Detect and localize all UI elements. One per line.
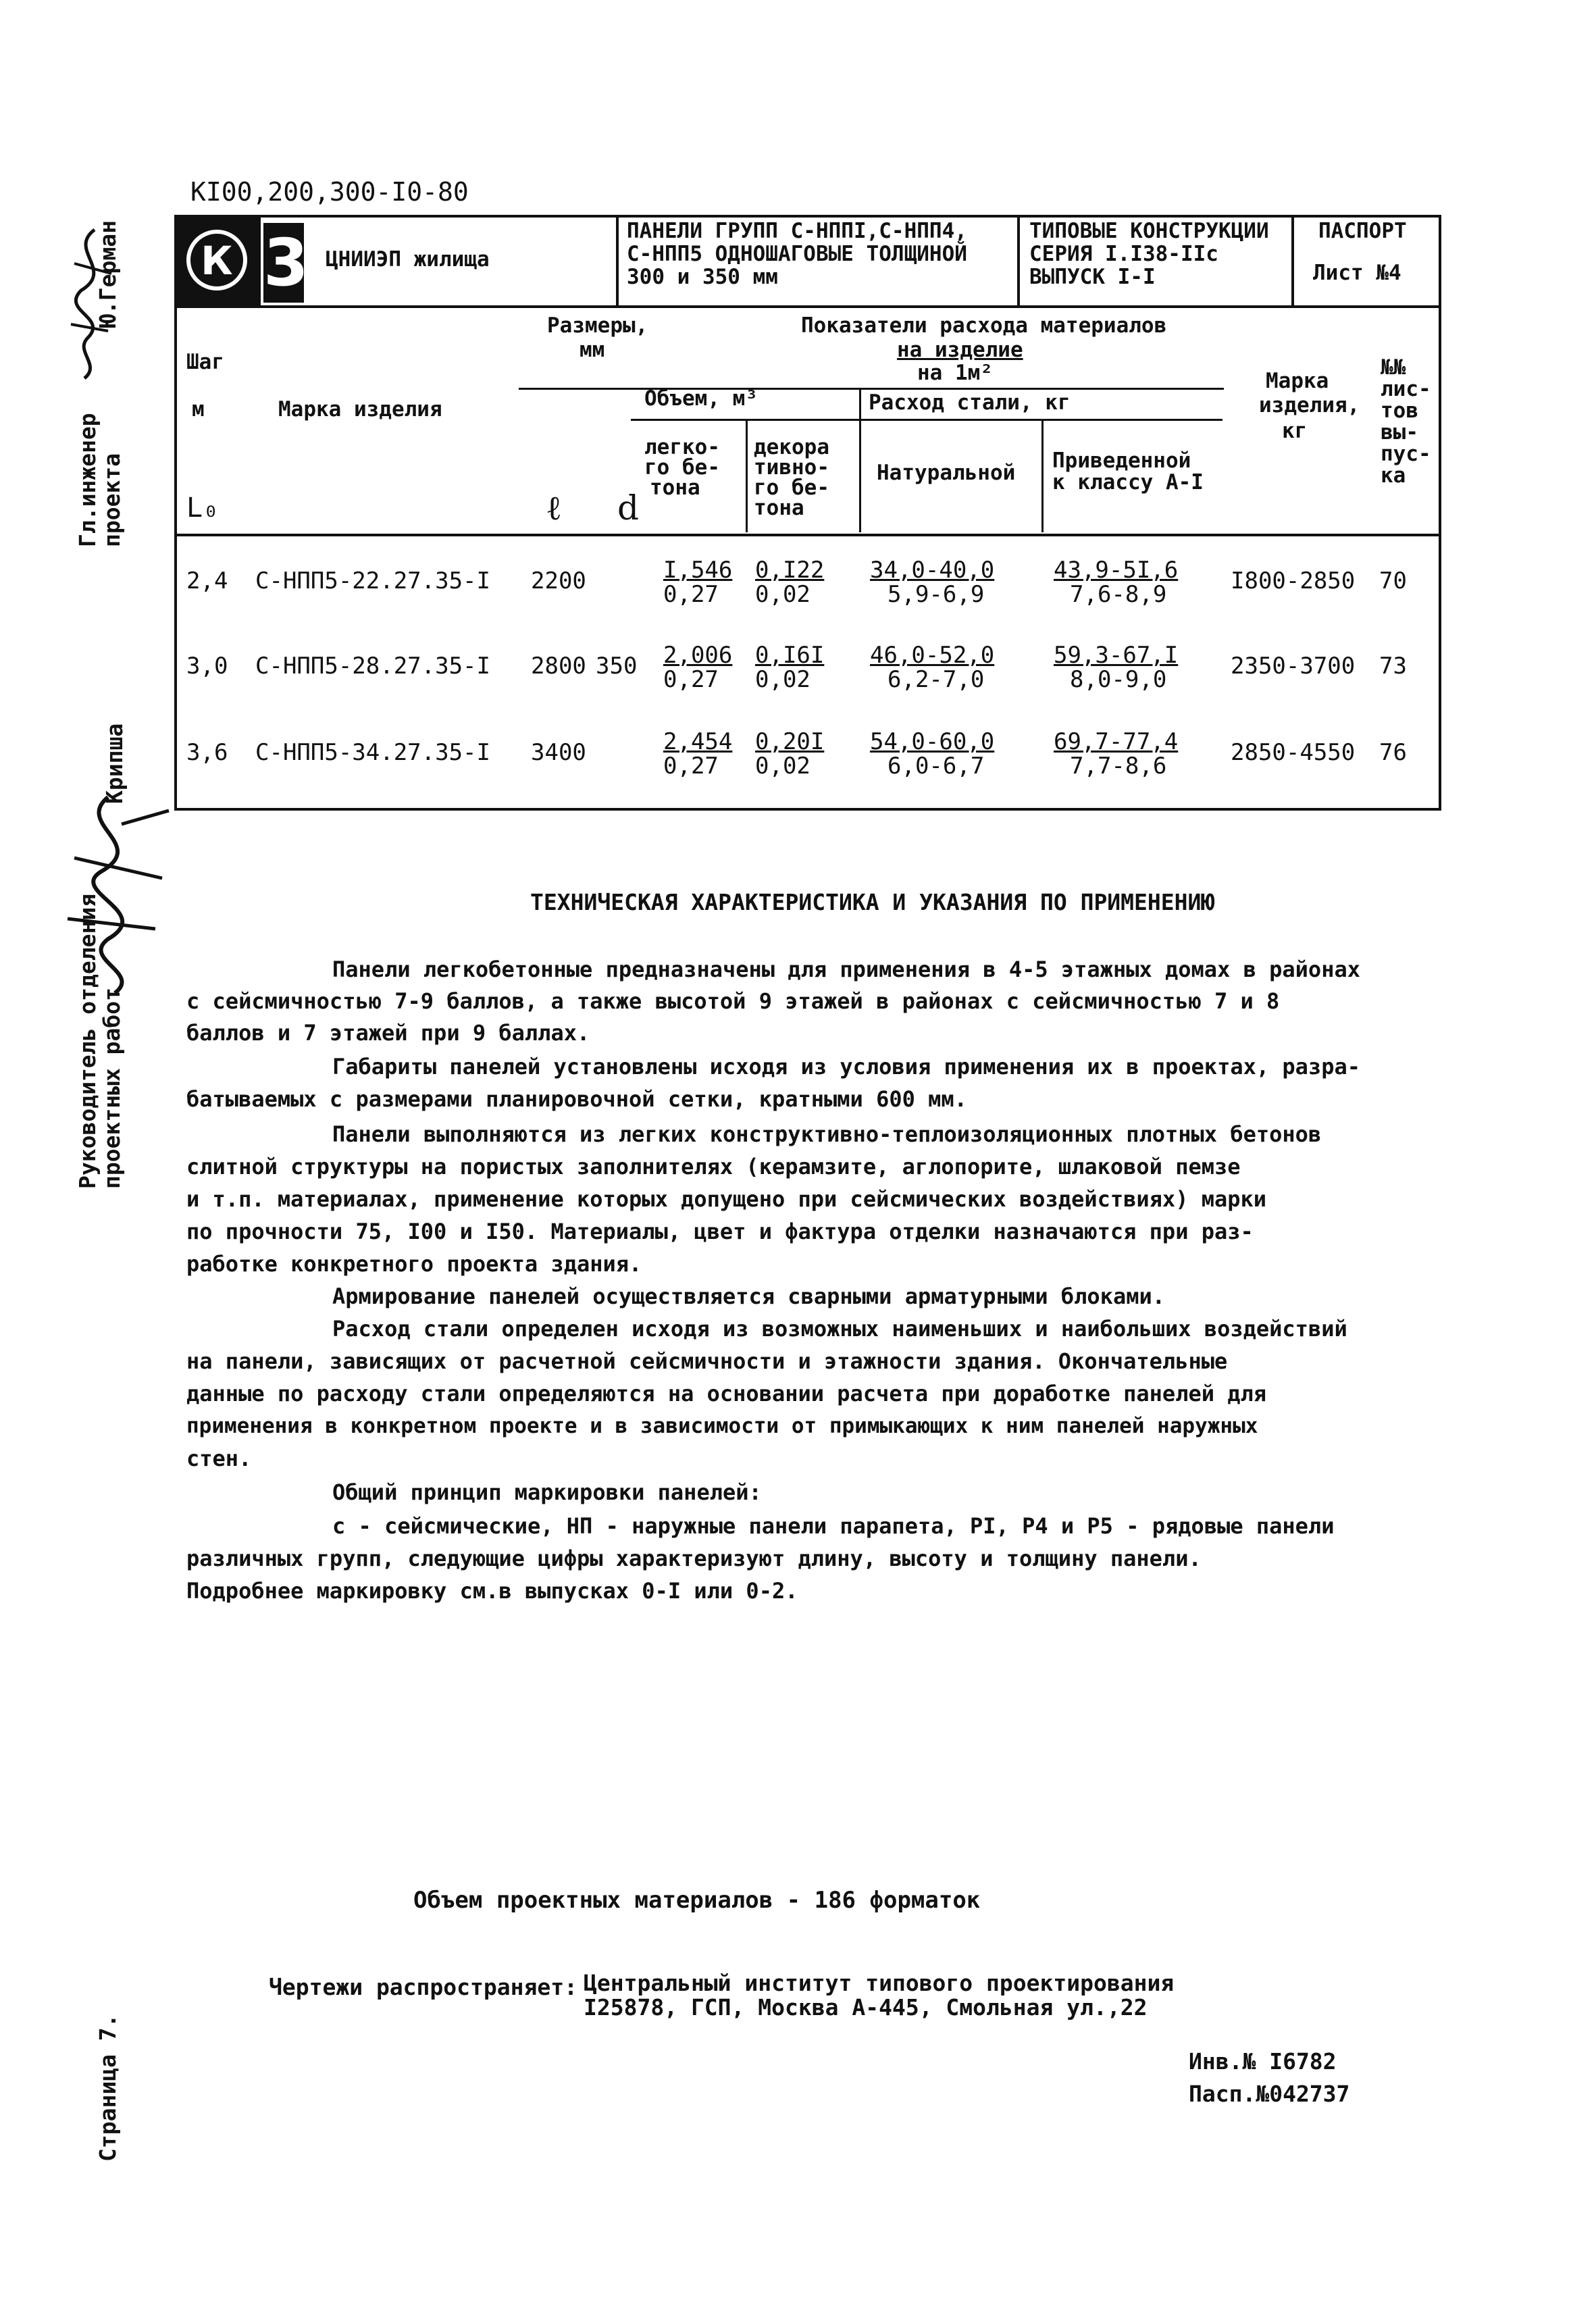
hdr-step-symbol: L₀: [186, 492, 220, 524]
hdr-decor-1: декора: [754, 435, 829, 459]
hdr-light-3: тона: [650, 476, 700, 500]
logo-letter: К: [186, 230, 247, 290]
row2-steel-red-m2: 8,0-9,0: [1070, 666, 1167, 693]
hdr-item-mark-3: кг: [1282, 419, 1308, 443]
organization-name: ЦНИИЭП жилища: [326, 247, 490, 272]
row3-steel-nat-m2: 6,0-6,7: [887, 753, 985, 780]
head-department-signature: [47, 784, 176, 1000]
row3-vol-light: 2,454: [663, 728, 733, 755]
hdr-reduced-2: к классу А-I: [1052, 470, 1204, 494]
hdr-steel: Расход стали, кг: [869, 390, 1071, 415]
series-line-1: ТИПОВЫЕ КОНСТРУКЦИИ: [1029, 219, 1269, 243]
para-line: и т.п. материалах, применение которых допущено при сейсмических воздействиях) марки: [186, 1186, 1267, 1212]
row3-steel-red-m2: 7,7-8,6: [1070, 753, 1167, 780]
sheet-number: Лист №4: [1313, 261, 1401, 285]
para-line: с сейсмичностью 7-9 баллов, а также высотой 9 этажей в районах с сейсмичностью 7 и 8: [186, 988, 1280, 1014]
head-department-text: Руководитель отделения проектных работ: [74, 893, 125, 1189]
section-heading: ТЕХНИЧЕСКАЯ ХАРАКТЕРИСТИКА И УКАЗАНИЯ ПО ПРИМЕНЕНИЮ: [530, 889, 1215, 915]
row2-length: 2800: [531, 653, 586, 680]
row3-step: 3,6: [186, 739, 228, 766]
hdr-volume: Объем, м³: [644, 386, 758, 411]
hdr-sheets-3: тов: [1381, 399, 1418, 423]
para-line: Расход стали определен исходя из возможных наименьших и наибольших воздействий: [332, 1316, 1347, 1342]
hdr-sheets-2: лис-: [1381, 377, 1431, 401]
row2-thickness: 350: [596, 653, 638, 680]
title-line-1: ПАНЕЛИ ГРУПП С-НППI,С-НПП4,: [627, 219, 967, 243]
document-code: KI00,200,300-I0-80: [190, 177, 469, 207]
row2-step: 3,0: [186, 653, 228, 680]
row1-vol-decor-m2: 0,02: [755, 581, 810, 608]
para-line: Общий принцип маркировки панелей:: [332, 1479, 762, 1505]
row3-steel-nat: 54,0-60,0: [870, 728, 995, 755]
row2-mark: С-НПП5-28.27.35-I: [255, 653, 490, 680]
row1-mark: С-НПП5-22.27.35-I: [255, 567, 490, 594]
chief-engineer-name: Ю.Герман: [95, 220, 121, 328]
para-line: стен.: [186, 1446, 252, 1471]
row2-steel-nat: 46,0-52,0: [870, 642, 995, 669]
chief-engineer-text: Гл.инженер проекта: [74, 413, 125, 547]
hdr-sheets-1: №№: [1381, 355, 1406, 380]
row3-steel-red: 69,7-77,4: [1054, 728, 1179, 755]
hdr-indicators: Показатели расхода материалов: [801, 313, 1167, 338]
hdr-sizes: Размеры,: [547, 313, 648, 338]
row1-vol-light: I,546: [663, 557, 733, 584]
passport-number: Пасп.№042737: [1189, 2081, 1350, 2107]
series-line-3: ВЫПУСК I-I: [1029, 265, 1156, 289]
row1-vol-light-m2: 0,27: [663, 581, 719, 608]
row3-vol-light-m2: 0,27: [663, 753, 719, 780]
row2-vol-light-m2: 0,27: [663, 666, 719, 693]
row3-sheet: 76: [1379, 739, 1407, 766]
hdr-decor-3: го бе-: [754, 476, 829, 500]
page-number: Страница 7.: [95, 2014, 121, 2162]
row2-steel-red: 59,3-67,I: [1054, 642, 1179, 669]
title-block: [177, 218, 1439, 308]
para-line: различных групп, следующие цифры характеризуют длину, высоту и толщину панели.: [186, 1546, 1202, 1571]
hdr-length: ℓ: [546, 488, 562, 528]
hdr-sheets-6: ка: [1381, 463, 1406, 488]
row1-steel-red: 43,9-5I,6: [1054, 557, 1179, 584]
volume-line: Объем проектных материалов - 186 форматок: [413, 1887, 981, 1914]
para-line: по прочности 75, I00 и I50. Материалы, цвет и фактура отделки назначаются при раз-: [186, 1219, 1254, 1244]
title-line-3: 300 и 350 мм: [627, 265, 778, 289]
hdr-item-mark-2: изделия,: [1259, 393, 1360, 417]
para-line: данные по расходу стали определяются на основании расчета при доработке панелей для: [186, 1381, 1267, 1406]
row1-steel-nat-m2: 5,9-6,9: [887, 581, 985, 608]
row2-sheet: 73: [1379, 653, 1407, 680]
hdr-thickness: d: [617, 488, 640, 528]
row2-steel-nat-m2: 6,2-7,0: [887, 666, 985, 693]
series-line-2: СЕРИЯ I.I38-IIс: [1029, 242, 1218, 266]
hdr-decor-4: тона: [754, 496, 804, 520]
hdr-light-2: го бе-: [644, 455, 720, 480]
row2-item-mass: 2350-3700: [1231, 653, 1356, 680]
logo-number: 3: [263, 223, 304, 303]
para-line: применения в конкретном проекте и в зависимости от примыкающих к ним панелей наружных: [186, 1414, 1258, 1438]
row1-sheet: 70: [1379, 567, 1407, 594]
hdr-per-item: на изделие: [897, 338, 1023, 362]
hdr-sheets-5: пус-: [1381, 442, 1431, 466]
para-line: слитной структуры на пористых заполнителях (керамзите, аглопорите, шлаковой пемзе: [186, 1154, 1241, 1179]
distributor-line-2: I25878, ГСП, Москва А-445, Смольная ул.,22: [584, 1994, 1148, 2020]
para-line: Панели выполняются из легких конструктивно-теплоизоляционных плотных бетонов: [332, 1121, 1322, 1147]
distributor-line-1: Центральный институт типового проектирования: [584, 1970, 1175, 1996]
hdr-natural: Натуральной: [877, 461, 1016, 485]
para-line: Габариты панелей установлены исходя из условия применения их в проектах, разра-: [332, 1054, 1360, 1079]
row3-vol-decor: 0,20I: [755, 728, 825, 755]
chief-engineer-signature: [54, 223, 128, 385]
para-line: Подробнее маркировку см.в выпусках 0-I или 0-2.: [186, 1578, 798, 1604]
hdr-reduced-1: Приведенной: [1052, 449, 1191, 473]
passport-table: [174, 215, 1441, 811]
chief-engineer-label: [76, 413, 124, 547]
para-line: с - сейсмические, НП - наружные панели парапета, РI, Р4 и Р5 - рядовые панели: [332, 1513, 1335, 1539]
row3-item-mass: 2850-4550: [1231, 739, 1356, 766]
doc-type: ПАСПОРТ: [1318, 219, 1407, 243]
para-line: на панели, зависящих от расчетной сейсмичности и этажности здания. Окончательные: [186, 1348, 1228, 1374]
row3-mark: С-НПП5-34.27.35-I: [255, 739, 490, 766]
hdr-sheets-4: вы-: [1381, 420, 1418, 444]
hdr-light-1: легко-: [644, 435, 720, 459]
row2-vol-light: 2,006: [663, 642, 733, 669]
head-department-name: Крипша: [101, 723, 128, 804]
row1-vol-decor: 0,I22: [755, 557, 825, 584]
hdr-item-mark-1: Марка: [1266, 369, 1329, 393]
row3-vol-decor-m2: 0,02: [755, 753, 810, 780]
hdr-mark: Марка изделия: [278, 397, 442, 422]
hdr-per-m2: на 1м²: [917, 361, 993, 385]
para-line: Панели легкобетонные предназначены для применения в 4-5 этажных домах в районах: [332, 957, 1360, 982]
title-line-2: С-НПП5 ОДНОШАГОВЫЕ ТОЛЩИНОЙ: [627, 242, 967, 266]
row2-vol-decor-m2: 0,02: [755, 666, 810, 693]
institute-logo: [177, 218, 261, 305]
para-line: работке конкретного проекта здания.: [186, 1251, 642, 1277]
inventory-number: Инв.№ I6782: [1189, 2048, 1337, 2075]
hdr-decor-2: тивно-: [754, 455, 829, 480]
row3-length: 3400: [531, 739, 586, 766]
row1-steel-red-m2: 7,6-8,9: [1070, 581, 1167, 608]
row1-step: 2,4: [186, 567, 228, 594]
hdr-sizes-unit: мм: [580, 338, 605, 362]
row2-vol-decor: 0,I6I: [755, 642, 825, 669]
distributor-label: Чертежи распространяет:: [269, 1974, 577, 2000]
hdr-step-unit: м: [192, 397, 205, 422]
para-line: Армирование панелей осуществляется сварными арматурными блоками.: [332, 1283, 1165, 1309]
row1-item-mass: I800-2850: [1231, 567, 1356, 594]
row1-length: 2200: [531, 567, 586, 594]
para-line: батываемых с размерами планировочной сетки, кратными 600 мм.: [186, 1086, 967, 1112]
row1-steel-nat: 34,0-40,0: [870, 557, 995, 584]
hdr-step: Шаг: [186, 350, 224, 374]
para-line: баллов и 7 этажей при 9 баллах.: [186, 1020, 590, 1046]
